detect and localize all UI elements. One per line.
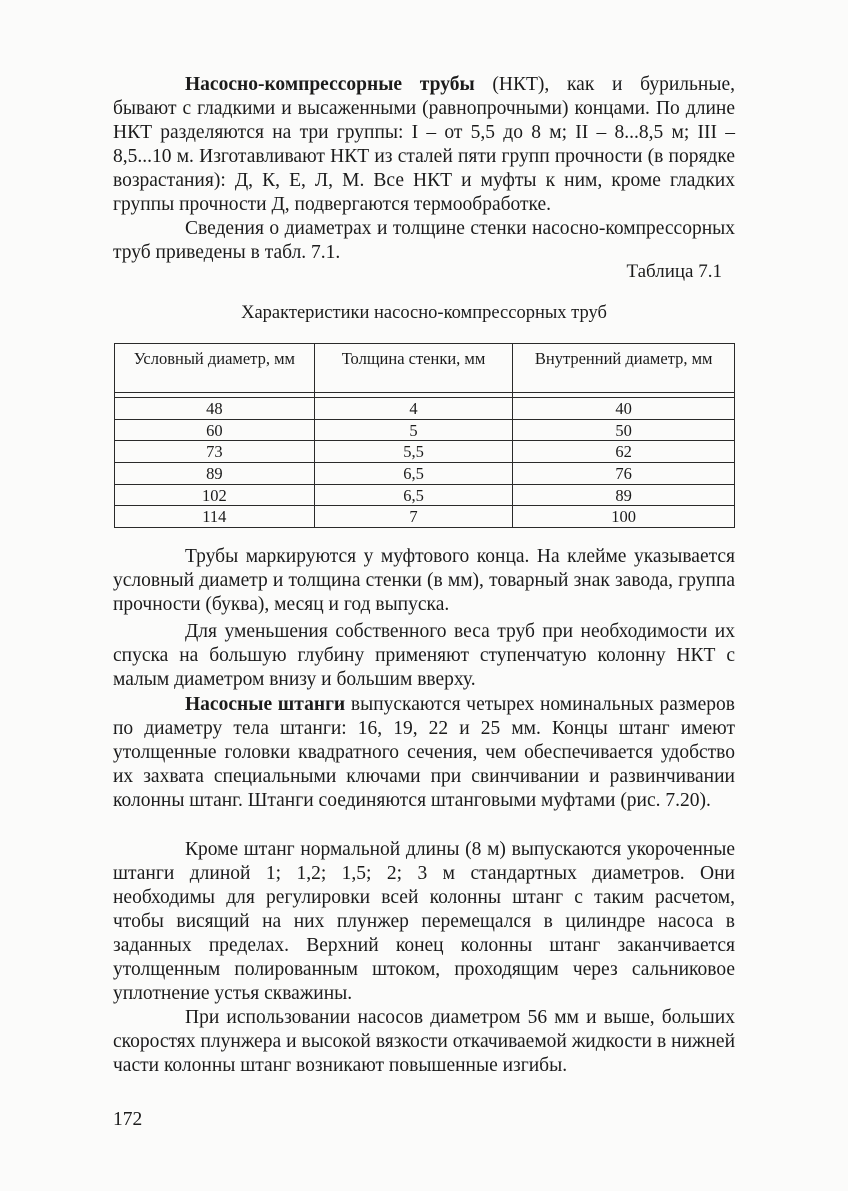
cell-wall-thickness: 5,5: [314, 441, 513, 463]
paragraph-text: Кроме штанг нормальной длины (8 м) выпускаются укороченные штанги длиной 1; 1,2; 1,5; 2; 3 м стандартных диаметров. Они необходимы для регулировки всей колонны штанг с таким расчетом, чтобы висящий на них плунжер перемещался в цилиндре насоса в заданных пределах. Верхний конец колонны штанг заканчивается утолщенным полированным штоком, проходящим через сальниковое уплотнение устья скважины.: [113, 839, 735, 1004]
table-row: [115, 463, 735, 485]
page-number: 172: [113, 1109, 143, 1130]
cell-inner-diameter: 40: [513, 398, 735, 420]
table-body: [115, 393, 735, 528]
paragraph-text: (НКТ), как и бурильные, бывают с гладкими и высаженными (равнопрочными) концами. По длине НКТ разделяются на три группы: I – от 5,5 до 8 м; II – 8...8,5 м; III – 8,5...10 м. Изготавливают НКТ из сталей пяти групп прочности (в порядке возрастания): Д, К, Е, Л, М. Все НКТ и муфты к ним, кроме гладких группы прочности Д, подвергаются термообработке.: [113, 74, 735, 215]
header-inner-diameter: Внутренний диаметр, мм: [513, 344, 735, 393]
paragraph-stepped-column: [113, 620, 735, 692]
paragraph-text: Для уменьшения собственного веса труб при необходимости их спуска на большую глубину применяют ступенчатую колонну НКТ с малым диаметром внизу и большим вверху.: [113, 621, 735, 690]
cell-nominal-diameter: 102: [115, 484, 315, 506]
cell-wall-thickness: 6,5: [314, 463, 513, 485]
tubing-specs-table: [114, 343, 735, 528]
term-sucker-rods: Насосные штанги: [185, 694, 346, 715]
cell-inner-diameter: 89: [513, 484, 735, 506]
header-nominal-diameter: Условный диаметр, мм: [115, 344, 315, 393]
cell-wall-thickness: 6,5: [314, 484, 513, 506]
table-row: [115, 484, 735, 506]
paragraph-bending: [113, 1006, 735, 1078]
cell-nominal-diameter: 48: [115, 398, 315, 420]
cell-inner-diameter: 50: [513, 419, 735, 441]
term-tubing: Насосно-компрессорные трубы: [185, 74, 475, 95]
header-wall-thickness: Толщина стенки, мм: [314, 344, 513, 393]
cell-inner-diameter: 62: [513, 441, 735, 463]
table-title: Характеристики насосно-компрессорных труб: [241, 303, 607, 323]
cell-nominal-diameter: 114: [115, 506, 315, 528]
cell-inner-diameter: 100: [513, 506, 735, 528]
table-row: [115, 506, 735, 528]
cell-nominal-diameter: 60: [115, 419, 315, 441]
paragraph-table-reference: [113, 217, 735, 265]
paragraph-text: выпускаются четырех номинальных размеров по диаметру тела штанги: 16, 19, 22 и 25 мм. Концы штанг имеют утолщенные головки квадратного сечения, чем обеспечивается удобство их захвата специальными ключами при свинчивании и развинчивании колонны штанг. Штанги соединяются штанговыми муфтами (рис. 7.20).: [113, 694, 735, 811]
table-header-row: [115, 344, 735, 393]
paragraph-short-rods: [113, 838, 735, 1006]
paragraph-tubing-intro: [113, 73, 735, 217]
table-row: [115, 441, 735, 463]
table-row: [115, 398, 735, 420]
paragraph-text: При использовании насосов диаметром 56 мм и выше, больших скоростях плунжера и высокой вязкости откачиваемой жидкости в нижней части колонны штанг возникают повышенные изгибы.: [113, 1007, 735, 1076]
cell-nominal-diameter: 89: [115, 463, 315, 485]
cell-inner-diameter: 76: [513, 463, 735, 485]
paragraph-text: Сведения о диаметрах и толщине стенки насосно-компрессорных труб приведены в табл. 7.1.: [113, 218, 735, 263]
table-number: Таблица 7.1: [626, 261, 722, 282]
paragraph-marking: [113, 545, 735, 617]
table-row: [115, 419, 735, 441]
paragraph-text: Трубы маркируются у муфтового конца. На клейме указывается условный диаметр и толщина стенки (в мм), товарный знак завода, группа прочности (буква), месяц и год выпуска.: [113, 546, 735, 615]
cell-wall-thickness: 5: [314, 419, 513, 441]
paragraph-sucker-rods: [113, 693, 735, 813]
cell-wall-thickness: 7: [314, 506, 513, 528]
cell-wall-thickness: 4: [314, 398, 513, 420]
cell-nominal-diameter: 73: [115, 441, 315, 463]
